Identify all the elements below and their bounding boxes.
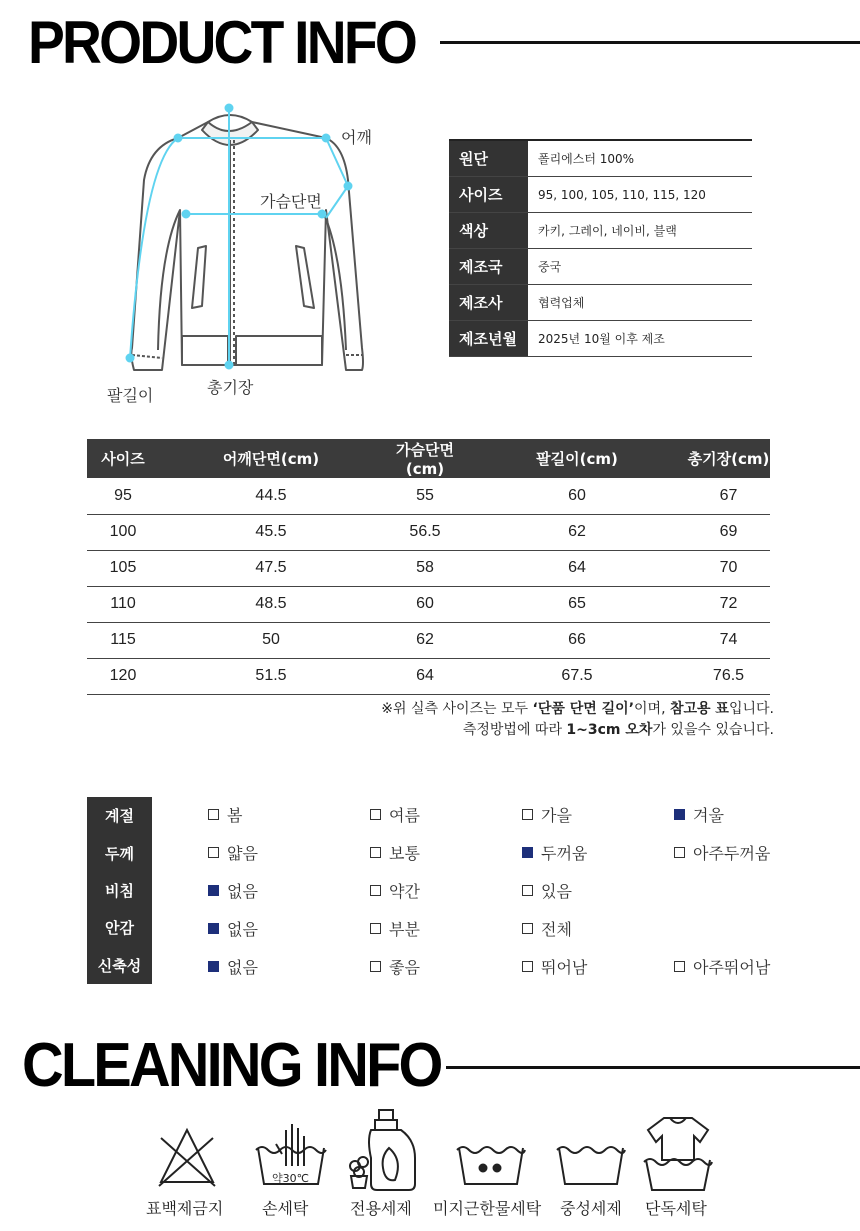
spec-key: 제조국 — [449, 249, 528, 284]
unchecked-box-icon — [370, 809, 381, 820]
table-cell: 45.5 — [159, 514, 383, 550]
table-cell: 120 — [87, 658, 159, 694]
attr-option-label: 얇음 — [227, 844, 258, 863]
spec-table — [449, 139, 752, 357]
cleaning-info-title: CLEANING INFO — [22, 1031, 441, 1100]
attr-label-lining: 안감 — [105, 919, 134, 938]
attr-option-label: 좋음 — [389, 958, 420, 977]
attr-option — [208, 917, 258, 940]
table-cell: 95 — [87, 478, 159, 514]
unchecked-box-icon — [674, 961, 685, 972]
unchecked-box-icon — [208, 847, 219, 858]
attr-option-label: 뛰어남 — [541, 958, 588, 977]
spec-row — [449, 321, 752, 357]
table-cell: 56.5 — [383, 514, 467, 550]
attr-option-label: 가을 — [541, 806, 572, 825]
attr-option-label: 부분 — [389, 920, 420, 939]
table-cell: 62 — [383, 622, 467, 658]
table-cell: 55 — [383, 478, 467, 514]
attr-option — [370, 917, 420, 940]
unchecked-box-icon — [370, 885, 381, 896]
table-cell: 70 — [687, 550, 770, 586]
unchecked-box-icon — [522, 923, 533, 934]
note-emphasis: 1~3cm 오차 — [566, 722, 653, 738]
table-cell: 115 — [87, 622, 159, 658]
spec-key: 원단 — [449, 141, 528, 176]
table-cell: 100 — [87, 514, 159, 550]
attr-option — [208, 841, 258, 864]
note-emphasis: ‘단품 단면 길이’ — [532, 701, 635, 717]
attr-option — [674, 803, 724, 826]
attr-option — [522, 879, 572, 902]
spec-value: 중국 — [538, 260, 562, 274]
unchecked-box-icon — [674, 847, 685, 858]
checked-box-icon — [208, 885, 219, 896]
note-text: ※위 실측 사이즈는 모두 — [381, 701, 533, 717]
attr-label-thickness: 두께 — [105, 844, 134, 863]
attr-option-label: 없음 — [227, 882, 258, 901]
attr-option — [522, 917, 572, 940]
attr-option — [208, 803, 242, 826]
spec-row — [449, 285, 752, 321]
table-cell: 64 — [467, 550, 687, 586]
table-cell: 74 — [687, 622, 770, 658]
attr-option-label: 있음 — [541, 882, 572, 901]
attr-option-label: 아주뛰어남 — [693, 958, 771, 977]
table-row — [87, 658, 770, 694]
lukewarm-water-icon — [455, 1108, 527, 1188]
attr-label-season: 계절 — [105, 807, 134, 826]
attr-option — [522, 803, 572, 826]
table-cell: 65 — [467, 586, 687, 622]
note-text: 이며, — [634, 701, 670, 717]
care-label-wash-separately: 단독세탁 — [645, 1199, 707, 1218]
spec-key: 제조년월 — [449, 321, 528, 356]
size-note-line2 — [463, 719, 774, 739]
length-label: 총기장 — [207, 378, 254, 397]
hand-wash-icon — [252, 1108, 330, 1188]
sleeve-label: 팔길이 — [107, 386, 154, 405]
col-header-sleeve: 팔길이(cm) — [467, 439, 687, 478]
table-cell: 67 — [687, 478, 770, 514]
table-cell: 64 — [383, 658, 467, 694]
table-cell: 69 — [687, 514, 770, 550]
unchecked-box-icon — [370, 923, 381, 934]
table-cell: 51.5 — [159, 658, 383, 694]
attr-option — [522, 841, 587, 864]
note-text: 입니다. — [728, 701, 774, 717]
care-label-detergent: 전용세제 — [350, 1199, 412, 1218]
spec-value: 협력업체 — [538, 296, 585, 310]
spec-value: 폴리에스터 100% — [538, 152, 635, 166]
spec-key: 색상 — [449, 213, 528, 248]
table-cell: 67.5 — [467, 658, 687, 694]
care-label-hand-wash: 손세탁 — [262, 1199, 309, 1218]
shoulder-label: 어깨 — [341, 128, 372, 147]
table-cell: 50 — [159, 622, 383, 658]
care-label-no-bleach: 표백제금지 — [146, 1199, 224, 1218]
spec-value: 2025년 10월 이후 제조 — [538, 332, 665, 346]
col-header-chest: 가슴단면(cm) — [383, 439, 467, 478]
spec-row — [449, 177, 752, 213]
attr-option-label: 약간 — [389, 882, 420, 901]
unchecked-box-icon — [522, 885, 533, 896]
size-table-header — [87, 439, 770, 478]
spec-key: 제조사 — [449, 285, 528, 320]
table-cell: 60 — [467, 478, 687, 514]
attr-option-label: 여름 — [389, 806, 420, 825]
wash-separately-icon — [642, 1114, 714, 1194]
table-row — [87, 586, 770, 622]
attr-option — [522, 955, 587, 978]
table-cell: 62 — [467, 514, 687, 550]
attr-option-label: 봄 — [227, 806, 243, 825]
attr-option — [674, 955, 770, 978]
spec-row — [449, 249, 752, 285]
note-text: 가 있을수 있습니다. — [652, 722, 774, 738]
spec-key: 사이즈 — [449, 177, 528, 212]
spec-value: 카키, 그레이, 네이비, 블랙 — [538, 224, 677, 238]
attr-option-label: 두꺼움 — [541, 844, 588, 863]
table-cell: 72 — [687, 586, 770, 622]
note-emphasis: 참고용 표 — [669, 701, 729, 717]
spec-row — [449, 213, 752, 249]
chest-label: 가슴단면 — [260, 192, 322, 211]
size-note-line1 — [381, 698, 774, 718]
table-cell: 47.5 — [159, 550, 383, 586]
detergent-icon — [345, 1108, 419, 1192]
attr-option-label: 보통 — [389, 844, 420, 863]
cleaning-title-rule — [446, 1066, 860, 1069]
attr-label-sheerness: 비침 — [105, 881, 134, 900]
product-title-rule — [440, 41, 860, 44]
checked-box-icon — [208, 923, 219, 934]
attribute-labels — [87, 797, 152, 984]
table-cell: 105 — [87, 550, 159, 586]
size-table — [87, 439, 770, 695]
care-label-lukewarm-water: 미지근한물세탁 — [433, 1199, 542, 1218]
checked-box-icon — [522, 847, 533, 858]
table-cell: 60 — [383, 586, 467, 622]
unchecked-box-icon — [522, 809, 533, 820]
spec-row — [449, 141, 752, 177]
attr-option — [370, 955, 420, 978]
col-header-size: 사이즈 — [87, 439, 159, 478]
table-cell: 76.5 — [687, 658, 770, 694]
col-header-length: 총기장(cm) — [687, 439, 770, 478]
care-label-neutral-detergent: 중성세제 — [560, 1199, 622, 1218]
table-row — [87, 478, 770, 514]
table-cell: 110 — [87, 586, 159, 622]
note-text: 측정방법에 따라 — [462, 722, 567, 738]
neutral-detergent-icon — [555, 1108, 627, 1188]
checked-box-icon — [674, 809, 685, 820]
product-info-title: PRODUCT INFO — [28, 9, 416, 76]
unchecked-box-icon — [522, 961, 533, 972]
table-cell: 44.5 — [159, 478, 383, 514]
spec-value: 95, 100, 105, 110, 115, 120 — [538, 187, 706, 202]
no-bleach-icon — [155, 1108, 219, 1188]
attr-option-label: 없음 — [227, 958, 258, 977]
table-row — [87, 550, 770, 586]
attr-option — [208, 955, 258, 978]
attr-option-label: 전체 — [541, 920, 572, 939]
attr-option — [674, 841, 770, 864]
attr-option — [208, 879, 258, 902]
unchecked-box-icon — [208, 809, 219, 820]
table-cell: 58 — [383, 550, 467, 586]
col-header-shoulder: 어깨단면(cm) — [159, 439, 383, 478]
unchecked-box-icon — [370, 847, 381, 858]
table-row — [87, 514, 770, 550]
table-row — [87, 622, 770, 658]
attr-option — [370, 803, 420, 826]
attr-option-label: 아주두꺼움 — [693, 844, 771, 863]
hand-wash-temp: 약30℃ — [272, 1172, 309, 1185]
attr-option-label: 없음 — [227, 920, 258, 939]
attr-label-stretch: 신축성 — [97, 956, 142, 975]
attr-option — [370, 841, 420, 864]
table-cell: 48.5 — [159, 586, 383, 622]
checked-box-icon — [208, 961, 219, 972]
table-cell: 66 — [467, 622, 687, 658]
unchecked-box-icon — [370, 961, 381, 972]
attr-option — [370, 879, 420, 902]
attr-option-label: 겨울 — [693, 806, 724, 825]
